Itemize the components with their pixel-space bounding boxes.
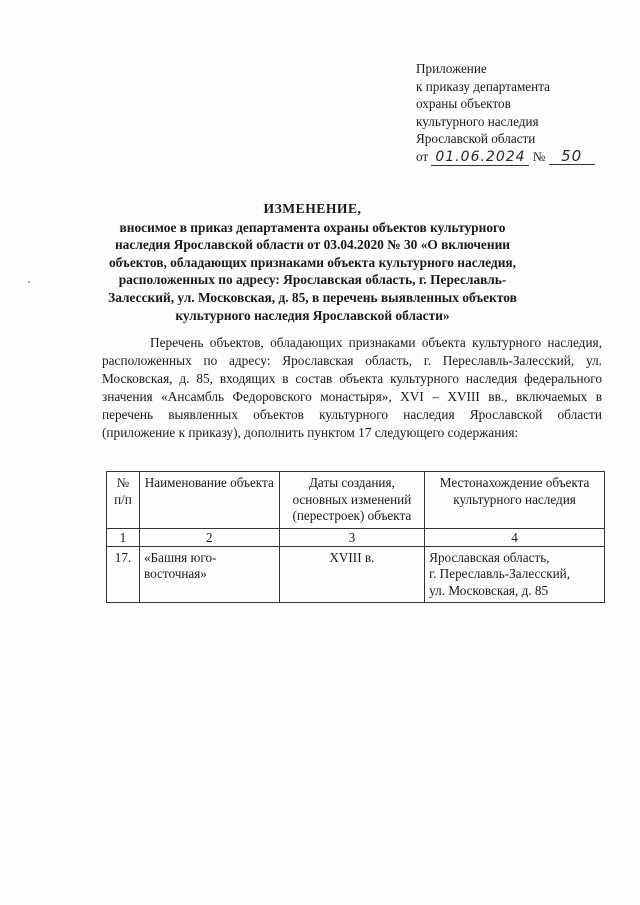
appendix-line: культурного наследия [416, 113, 539, 129]
number-prefix: № [532, 148, 546, 164]
row-location [425, 546, 605, 603]
header-dates: Даты создания, основных изменений (перестроек) объекта [279, 472, 425, 529]
location-line: Ярославская область, [429, 549, 550, 565]
document-heading [100, 200, 525, 324]
column-number: 3 [279, 528, 425, 546]
location-line: ул. Московская, д. 85 [429, 582, 549, 598]
handwritten-date: 01.06.2024 [431, 150, 529, 166]
body-paragraph: Перечень объектов, обладающих признаками объекта культурного наследия, расположенных по адресу: Ярославская область, г. Переславль-Залесский, ул. Московская, д. 85, входящих в состав объекта культурного наследия федерального значения «Ансамбль Федоровского монастыря», XVI – XVIII вв., включаемых в перечень выявленных объектов культурного наследия Ярославской области (приложение к приказу), дополнить пунктом 17 следующего содержания: [102, 335, 602, 440]
column-number: 2 [139, 528, 279, 546]
appendix-line: охраны объектов [416, 96, 511, 112]
appendix-line: Приложение [416, 61, 487, 76]
row-name: «Башня юго-восточная» [139, 546, 279, 603]
table-row [107, 546, 605, 603]
column-number: 4 [425, 528, 605, 546]
appendix-line: к приказу департамента [416, 78, 550, 94]
heading-title: ИЗМЕНЕНИЕ, [263, 201, 362, 216]
scan-artifact [28, 281, 30, 283]
order-date-number [416, 148, 626, 166]
header-number: № п/п [107, 472, 140, 529]
column-number: 1 [107, 528, 140, 546]
column-number-row [107, 528, 605, 546]
table-header-row [107, 472, 605, 529]
date-prefix: от [416, 148, 429, 164]
row-number: 17. [107, 546, 140, 603]
header-name: Наименование объекта [139, 472, 279, 529]
objects-table [106, 471, 605, 603]
appendix-line: Ярославской области [416, 131, 536, 147]
appendix-block [416, 60, 626, 166]
location-line: г. Переславль-Залесский, [429, 566, 571, 581]
handwritten-number: 50 [549, 149, 595, 165]
row-dates: XVIII в. [279, 546, 425, 603]
heading-subtitle: вносимое в приказ департамента охраны объектов культурного наследия Ярославской области от 03.04.2020 № 30 «О включении объектов, обладающих признаками объекта культурного наследия, расположенных по адресу: Ярославская область, г. Переславль-Залесский, ул. Московская, д. 85, в перечень выявленных объектов культурного наследия Ярославской области» [108, 219, 517, 323]
header-location: Местонахождение объекта культурного наследия [425, 472, 605, 529]
